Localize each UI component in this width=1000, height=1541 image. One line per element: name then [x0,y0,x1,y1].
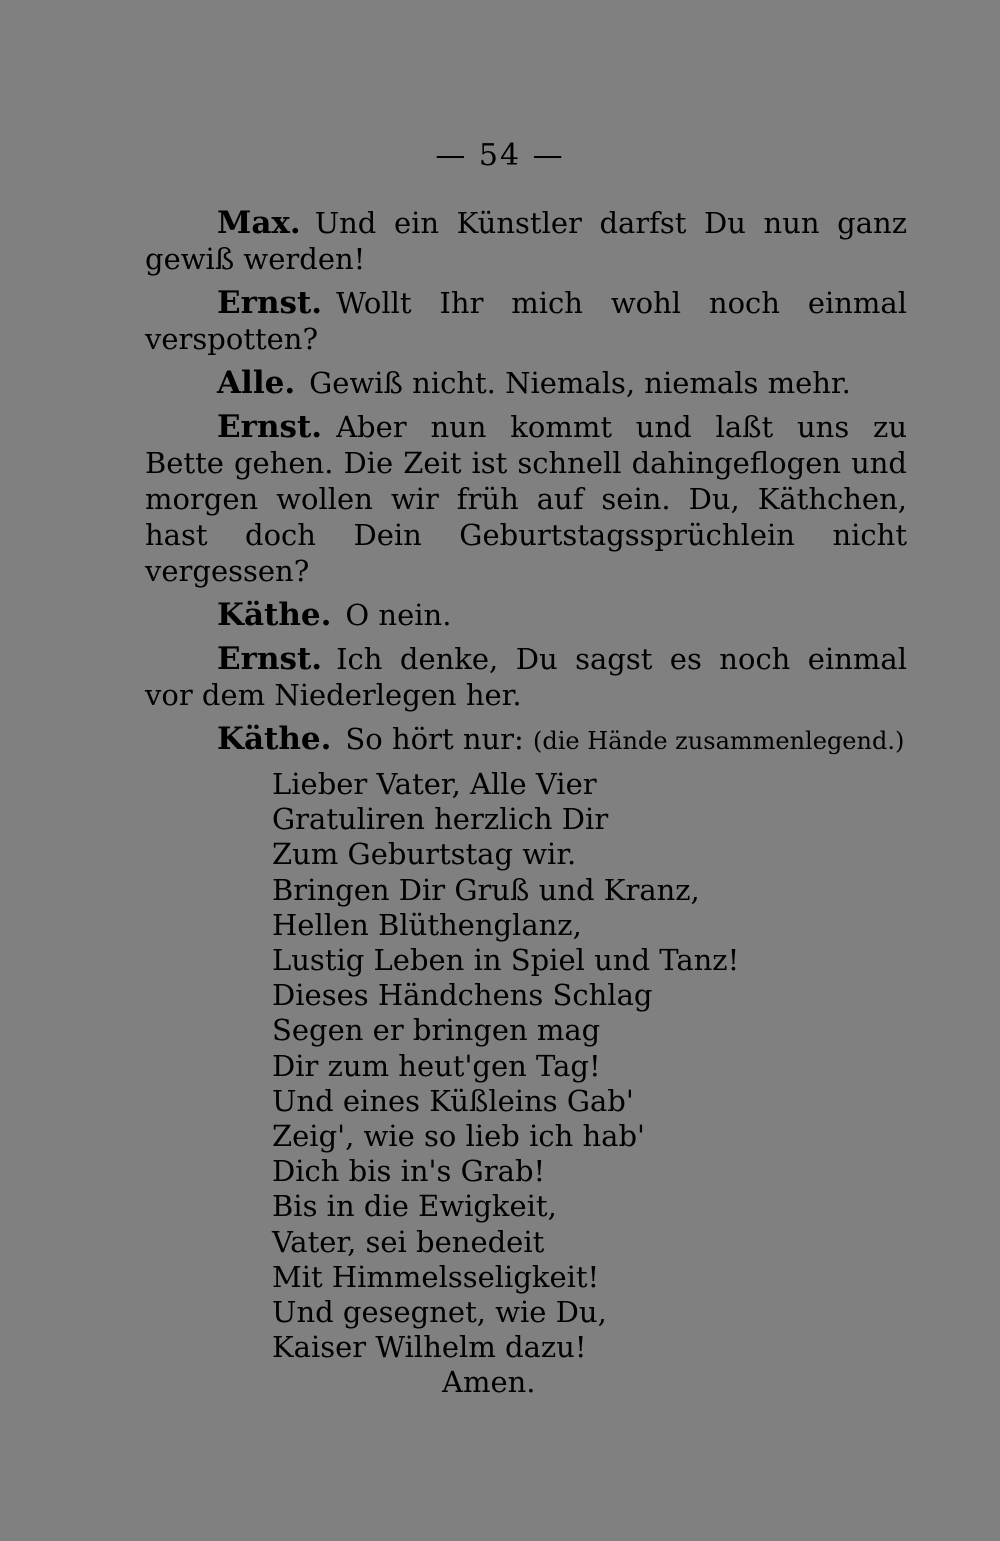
poem-line: Und gesegnet, wie Du, [272,1295,607,1330]
speaker-name: Käthe. [217,597,332,633]
poem-line: Dir zum heut'gen Tag! [272,1048,601,1083]
poem-line: Mit Himmelsseligkeit! [272,1259,600,1294]
speech-text: Aber nun kommt und laßt uns zu Bette gehen. Die Zeit ist schnell dahingeflogen und morgen wollen wir früh auf sein. Du, Käthchen, hast doch Dein Geburtstagssprüchlein nicht vergessen? [145,410,907,588]
poem-line: Und eines Küßleins Gab' [272,1083,634,1118]
poem-line: Bringen Dir Gruß und Kranz, [272,872,700,907]
poem-line: Vater, sei benedeit [272,1224,545,1259]
speech-alle [145,365,907,401]
speaker-name: Alle. [217,365,296,401]
poem-line: Segen er bringen mag [272,1013,601,1048]
speaker-name: Ernst. [217,641,323,677]
poem-line: Zum Geburtstag wir. [272,837,577,872]
page-number: — 54 — [435,138,565,173]
page-body [145,205,907,1401]
speech-ernst-1 [145,285,907,357]
speech-kaethe-1 [145,597,907,633]
poem-line: Dieses Händchens Schlag [272,978,653,1013]
poem-line: Bis in die Ewigkeit, [272,1189,557,1224]
speaker-name: Ernst. [217,285,323,321]
speech-text: O nein. [345,598,452,632]
speech-text: Und ein Künstler darfst Du nun ganz gewiß werden! [145,206,907,276]
birthday-poem [145,767,907,1401]
speech-text: Wollt Ihr mich wohl noch einmal verspotten? [145,286,907,356]
speech-text: So hört nur: [345,722,524,756]
poem-line: Gratuliren herzlich Dir [272,802,609,837]
poem-line: Lieber Vater, Alle Vier [272,767,597,801]
speaker-name: Ernst. [217,409,323,445]
poem-line: Zeig', wie so lieb ich hab' [272,1119,646,1154]
speech-ernst-2 [145,409,907,589]
speech-kaethe-2 [145,721,907,759]
speaker-name: Max. [217,205,301,241]
poem-line: Dich bis in's Grab! [272,1154,546,1189]
stage-direction: (die Hände zusammenlegend.) [533,727,905,755]
speaker-name: Käthe. [217,721,332,757]
poem-line: Hellen Blüthenglanz, [272,907,582,942]
speech-max [145,205,907,277]
poem-line: Lustig Leben in Spiel und Tanz! [272,943,740,978]
poem-line: Kaiser Wilhelm dazu! [272,1330,587,1365]
speech-text: Ich denke, Du sagst es noch einmal vor dem Niederlegen her. [145,642,907,712]
speech-text: Gewiß nicht. Niemals, niemals mehr. [309,366,851,400]
speech-ernst-3 [145,641,907,713]
poem-closing: Amen. [442,1365,536,1400]
